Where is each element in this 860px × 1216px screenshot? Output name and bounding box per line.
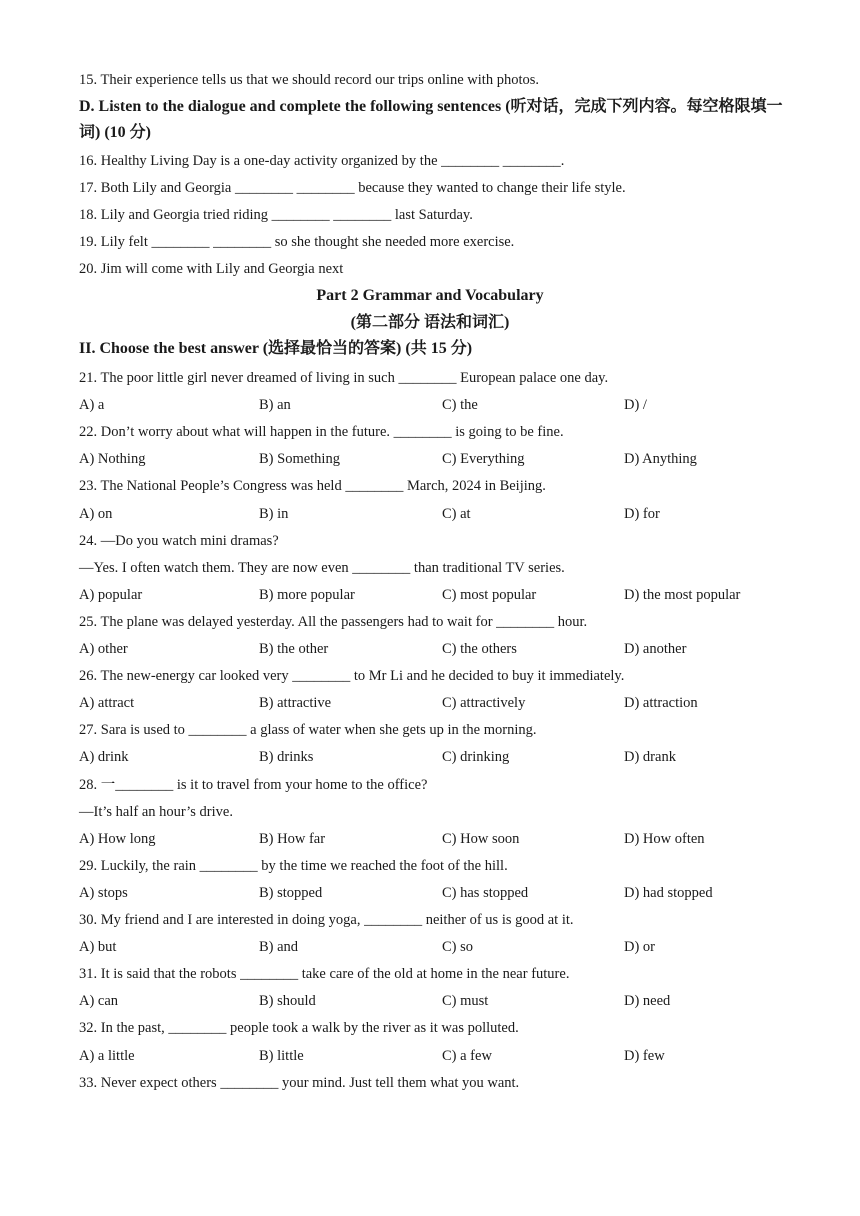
question-21-option-b: B) an: [259, 397, 291, 413]
part-2-title: Part 2 Grammar and Vocabulary: [316, 287, 544, 304]
question-25-option-d: D) another: [624, 641, 687, 657]
section-d-heading: D. Listen to the dialogue and complete the following sentences (听对话，完成下列内容。每空格限填一词) (10 分): [79, 98, 783, 141]
question-28-option-b: B) How far: [259, 831, 326, 847]
question-27-option-c: C) drinking: [442, 749, 510, 765]
question-32-option-c: C) a few: [442, 1048, 492, 1064]
question-26-option-a: A) attract: [79, 695, 135, 711]
question-28-option-d: D) How often: [624, 831, 705, 847]
question-29-option-b: B) stopped: [259, 885, 323, 901]
question-30-option-a: A) but: [79, 939, 117, 955]
question-28-option-a: A) How long: [79, 831, 156, 847]
question-19: 19. Lily felt ________ ________ so she thought she needed more exercise.: [79, 234, 515, 250]
question-24-option-a: A) popular: [79, 587, 143, 603]
question-23-option-b: B) in: [259, 506, 289, 522]
question-32-stem: 32. In the past, ________ people took a walk by the river as it was polluted.: [79, 1020, 519, 1036]
question-21-option-d: D) /: [624, 397, 647, 413]
question-26-option-d: D) attraction: [624, 695, 698, 711]
question-25-option-b: B) the other: [259, 641, 329, 657]
question-23-option-a: A) on: [79, 506, 113, 522]
question-21-option-a: A) a: [79, 397, 105, 413]
question-31-option-d: D) need: [624, 993, 671, 1009]
question-32-option-d: D) few: [624, 1048, 665, 1064]
question-25-stem: 25. The plane was delayed yesterday. All the passengers had to wait for ________ hour.: [79, 614, 588, 630]
question-20: 20. Jim will come with Lily and Georgia next: [79, 261, 344, 277]
question-22-option-b: B) Something: [259, 451, 340, 467]
question-29-option-d: D) had stopped: [624, 885, 713, 901]
question-27-stem: 27. Sara is used to ________ a glass of water when she gets up in the morning.: [79, 722, 537, 738]
question-22-stem: 22. Don’t worry about what will happen in the future. ________ is going to be fine.: [79, 424, 564, 440]
question-31-option-b: B) should: [259, 993, 316, 1009]
question-29-option-a: A) stops: [79, 885, 128, 901]
question-25-option-a: A) other: [79, 641, 128, 657]
question-18: 18. Lily and Georgia tried riding ________ ________ last Saturday.: [79, 207, 473, 223]
question-29-stem: 29. Luckily, the rain ________ by the time we reached the foot of the hill.: [79, 858, 508, 874]
question-33-stem: 33. Never expect others ________ your mind. Just tell them what you want.: [79, 1075, 520, 1091]
question-17: 17. Both Lily and Georgia ________ ________ because they wanted to change their life style.: [79, 180, 626, 196]
question-23-stem: 23. The National People’s Congress was held ________ March, 2024 in Beijing.: [79, 478, 546, 494]
question-30-stem: 30. My friend and I are interested in doing yoga, ________ neither of us is good at it.: [79, 912, 574, 928]
question-22-option-c: C) Everything: [442, 451, 525, 467]
question-28-stem: 28. 一________ is it to travel from your home to the office?: [79, 777, 428, 793]
question-22-option-a: A) Nothing: [79, 451, 146, 467]
question-31-stem: 31. It is said that the robots ________ take care of the old at home in the near future.: [79, 966, 570, 982]
question-16: 16. Healthy Living Day is a one-day activity organized by the ________ ________.: [79, 153, 565, 169]
question-26-stem: 26. The new-energy car looked very ________ to Mr Li and he decided to buy it immediately.: [79, 668, 625, 684]
question-21-stem: 21. The poor little girl never dreamed of living in such ________ European palace one day.: [79, 370, 609, 386]
question-27-option-b: B) drinks: [259, 749, 314, 765]
question-25-option-c: C) the others: [442, 641, 517, 657]
question-27-option-a: A) drink: [79, 749, 129, 765]
question-30-option-c: C) so: [442, 939, 474, 955]
question-26-option-c: C) attractively: [442, 695, 526, 711]
question-32-option-b: B) little: [259, 1048, 304, 1064]
question-28-option-c: C) How soon: [442, 831, 520, 847]
question-30-option-b: B) and: [259, 939, 299, 955]
question-15: 15. Their experience tells us that we should record our trips online with photos.: [79, 72, 540, 88]
question-23-option-d: D) for: [624, 506, 660, 522]
question-29-option-c: C) has stopped: [442, 885, 529, 901]
question-24-option-b: B) more popular: [259, 587, 355, 603]
question-21-option-c: C) the: [442, 397, 478, 413]
part-2-chinese-title: (第二部分 语法和词汇): [350, 314, 510, 331]
question-24-stem-line-2: —Yes. I often watch them. They are now even ________ than traditional TV series.: [79, 560, 565, 576]
question-32-option-a: A) a little: [79, 1048, 135, 1064]
question-31-option-a: A) can: [79, 993, 119, 1009]
question-23-option-c: C) at: [442, 506, 471, 522]
question-24-option-c: C) most popular: [442, 587, 537, 603]
question-30-option-d: D) or: [624, 939, 656, 955]
question-27-option-d: D) drank: [624, 749, 676, 765]
question-22-option-d: D) Anything: [624, 451, 697, 467]
question-24-stem: 24. —Do you watch mini dramas?: [79, 533, 279, 549]
question-26-option-b: B) attractive: [259, 695, 332, 711]
section-ii-heading: II. Choose the best answer (选择最恰当的答案) (共 15 分): [79, 340, 473, 357]
question-24-option-d: D) the most popular: [624, 587, 741, 603]
question-31-option-c: C) must: [442, 993, 489, 1009]
question-28-stem-line-2: —It’s half an hour’s drive.: [79, 804, 233, 820]
